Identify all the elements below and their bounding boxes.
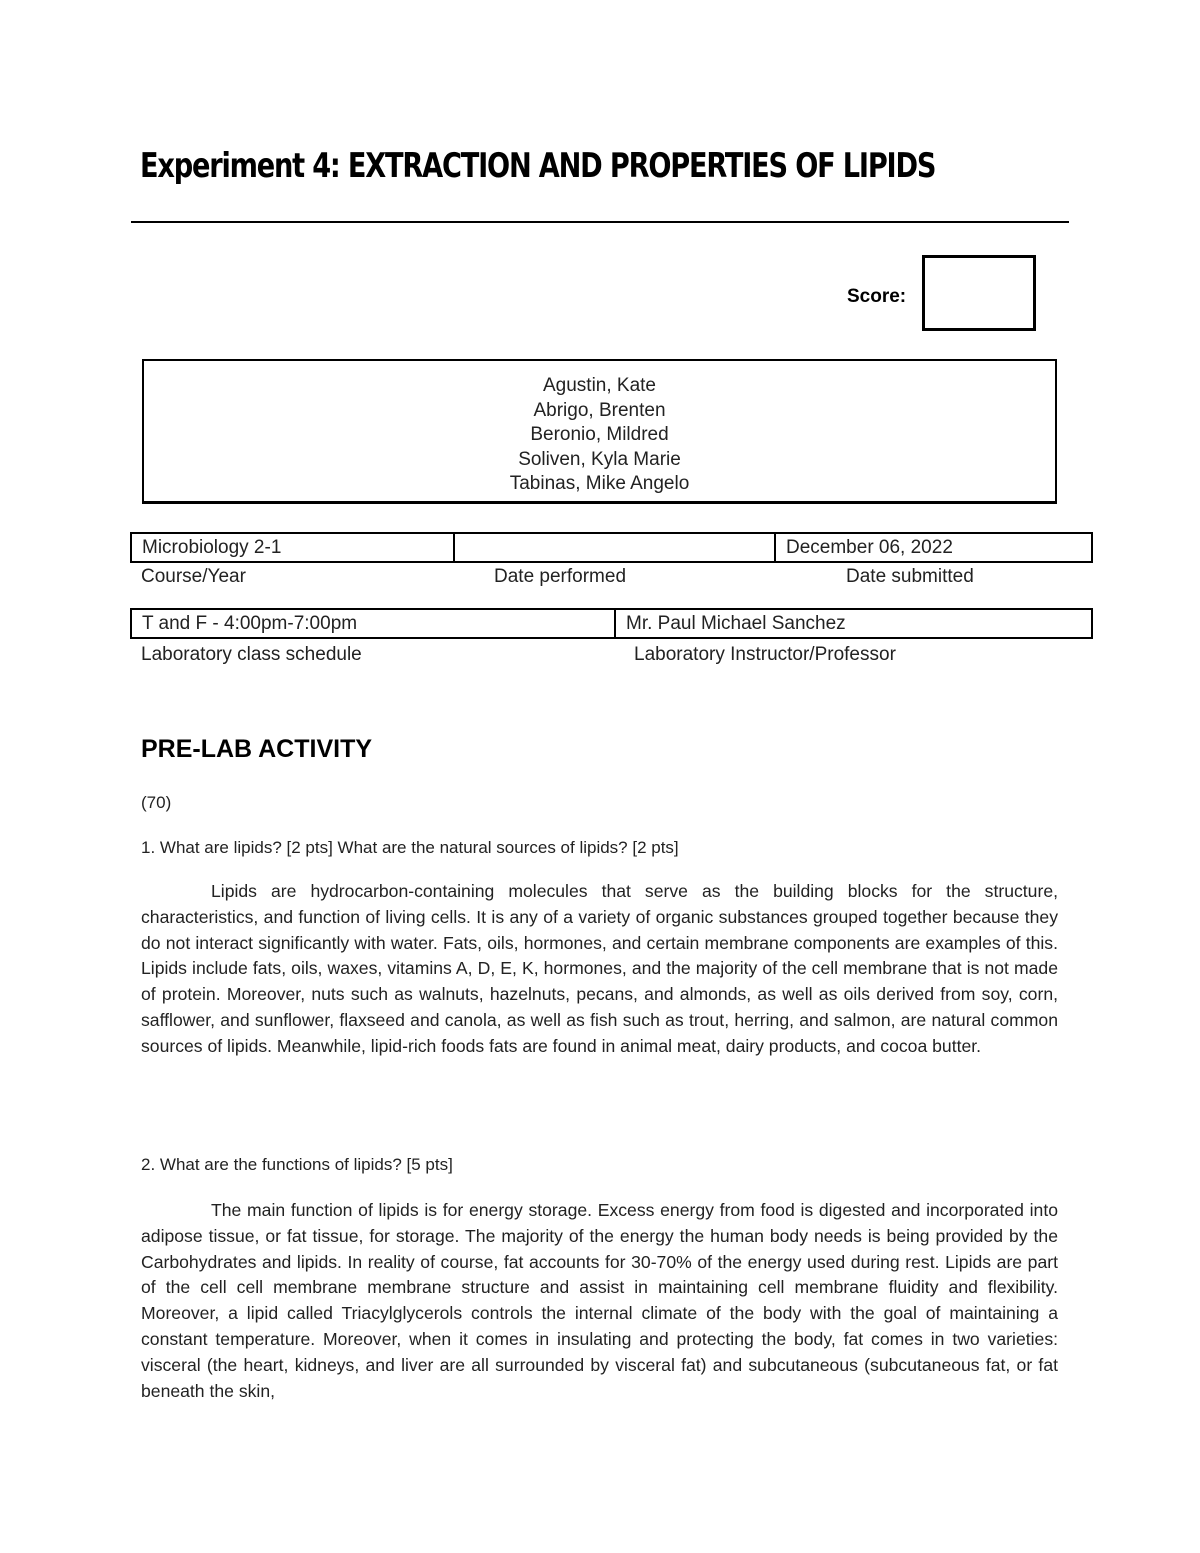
member-name: Tabinas, Mike Angelo — [509, 473, 690, 495]
title-divider — [131, 221, 1069, 223]
date-performed-field — [453, 534, 774, 561]
course-year-field: Microbiology 2-1 — [142, 537, 282, 558]
question-1: 1. What are lipids? [2 pts] What are the natural sources of lipids? [2 pts] — [141, 838, 679, 857]
date-performed-label: Date performed — [494, 566, 627, 587]
date-submitted-label: Date submitted — [846, 566, 974, 587]
member-name: Abrigo, Brenten — [533, 399, 666, 421]
course-year-label: Course/Year — [141, 566, 246, 587]
answer-1: Lipids are hydrocarbon-containing molecules that serve as the building blocks for the structure, characteristics, and function of living cells. It is any of a variety of organic substances grouped together because they do not interact significantly with water. Fats, oils, hormones, and certain membrane components are examples of this. Lipids include fats, oils, waxes, vitamins A, D, E, K, hormones, and the majority of the cell membrane that is not made of protein. Moreover, nuts such as walnuts, hazelnuts, pecans, and almonds, as well as oils derived from soy, corn, safflower, and sunflower, flaxseed and canola, as well as fish such as trout, herring, and salmon, are natural common sources of lipids. Meanwhile, lipid-rich foods fats are found in animal meat, dairy products, and cocoa butter. — [141, 881, 1058, 1056]
date-submitted-field: December 06, 2022 — [774, 534, 1091, 561]
schedule-field: T and F - 4:00pm-7:00pm — [142, 613, 358, 634]
group-members-box — [142, 359, 1057, 504]
answer-2: The main function of lipids is for energy storage. Excess energy from food is digested and incorporated into adipose tissue, or fat tissue, for storage. The majority of the energy the human body needs is being provided by the Carbohydrates and lipids. In reality of course, fat accounts for 30-70% of the energy used during rest. Lipids are part of the cell cell membrane membrane structure and assist in maintaining cell membrane fluidity and flexibility. Moreover, a lipid called Triacylglycerols controls the internal climate of the body with the goal of maintaining a constant temperature. Moreover, when it comes in insulating and protecting the body, fat comes in two varieties: visceral (the heart, kidneys, and liver are all surrounded by visceral fat) and subcutaneous (subcutaneous fat, or fat beneath the skin, — [141, 1200, 1058, 1401]
course-date-row — [130, 532, 1093, 563]
prelab-points: (70) — [141, 793, 172, 812]
member-name: Soliven, Kyla Marie — [518, 448, 681, 470]
instructor-label: Laboratory Instructor/Professor — [634, 644, 896, 665]
member-name: Beronio, Mildred — [530, 424, 669, 446]
instructor-field: Mr. Paul Michael Sanchez — [614, 610, 1091, 637]
schedule-instructor-row — [130, 608, 1093, 639]
prelab-heading: PRE-LAB ACTIVITY — [141, 735, 373, 763]
schedule-label: Laboratory class schedule — [141, 644, 362, 665]
question-2: 2. What are the functions of lipids? [5 pts] — [141, 1155, 453, 1174]
member-name: Agustin, Kate — [542, 375, 657, 396]
score-box — [922, 255, 1036, 331]
page-title: Experiment 4: EXTRACTION AND PROPERTIES OF LIPIDS — [140, 146, 936, 186]
score-label: Score: — [847, 286, 907, 307]
